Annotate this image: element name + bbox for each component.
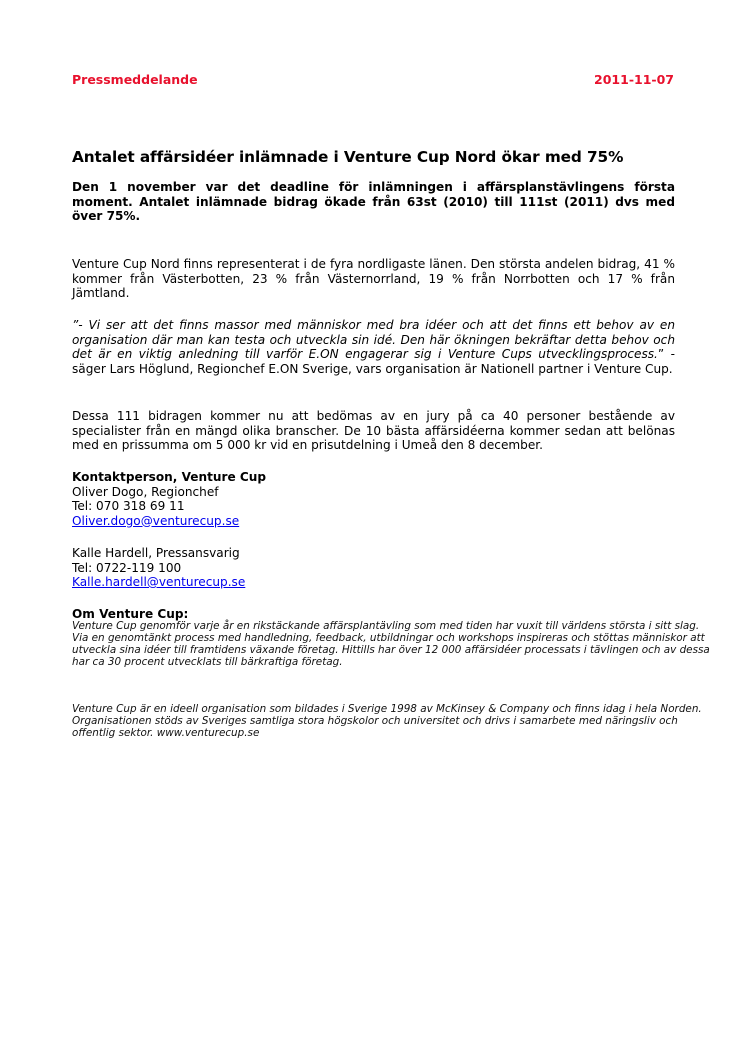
contact-1-name: Oliver Dogo, Regionchef: [72, 484, 219, 499]
body-paragraph-quote: [72, 318, 675, 376]
about-paragraph-2: Venture Cup är en ideell organisation som bildades i Sverige 1998 av McKinsey & Company och finns idag i hela Norden. Organisationen stöds av Sveriges samtliga stora högskolor och universitet och drivs i samarbete med näringsliv och offentlig sektor. www.venturecup.se: [72, 703, 702, 740]
headline: Antalet affärsidéer inlämnade i Venture Cup Nord ökar med 75%: [72, 148, 624, 166]
about-heading: Om Venture Cup:: [72, 607, 189, 621]
quote-attribution: ” - säger Lars Höglund, Regionchef E.ON Sverige, vars organisation är Nationell partner i Venture Cup.: [72, 347, 675, 376]
body-paragraph-regions: Venture Cup Nord finns representerat i de fyra nordligaste länen. Den största andelen bidrag, 41 % kommer från Västerbotten, 23 % från Västernorrland, 19 % från Norrbotten och 17 % från Jämtland.: [72, 257, 675, 300]
document-type-label: Pressmeddelande: [72, 72, 198, 87]
contact-1-phone: Tel: 070 318 69 11: [72, 499, 185, 513]
contact-section-2: [72, 546, 675, 590]
document-date: 2011-11-07: [594, 72, 674, 87]
document-header: [72, 72, 674, 87]
contact-heading: Kontaktperson, Venture Cup: [72, 470, 267, 484]
contact-section: [72, 470, 675, 528]
contact-2-name: Kalle Hardell, Pressansvarig: [72, 546, 240, 560]
contact-2-phone: Tel: 0722-119 100: [72, 560, 182, 575]
lead-paragraph: Den 1 november var det deadline för inlämningen i affärsplanstävlingens första moment. Antalet inlämnade bidrag ökade från 63st (2010) till 111st (2011) dvs med över 75%.: [72, 180, 675, 223]
contact-2-email-link[interactable]: Kalle.hardell@venturecup.se: [72, 575, 246, 589]
body-paragraph-jury: Dessa 111 bidragen kommer nu att bedömas av en jury på ca 40 personer bestående av specialister från en mängd olika branscher. De 10 bästa affärsidéerna kommer sedan att belönas med en prissumma om 5 000 kr vid en prisutdelning i Umeå den 8 december.: [72, 409, 675, 452]
about-paragraph-1: Venture Cup genomför varje år en rikstäckande affärsplantävling som med tiden har vuxit till världens största i sitt slag. Via en genomtänkt process med handledning, feedback, utbildningar och workshops inspireras och stöttas människor att utveckla sina idéer till framtidens växande företag. Hittills har över 12 000 affärsidéer processats i tävlingen och av dessa har ca 30 procent utvecklats till bärkraftiga företag.: [72, 620, 710, 669]
quote-text: ”- Vi ser att det finns massor med människor med bra idéer och att det finns ett behov av en organisation där man kan testa och utveckla sin idé. Den här ökningen bekräftar detta behov och det är en viktig anledning till varför E.ON engagerar sig i Venture Cups utvecklingsprocess.: [72, 318, 675, 361]
contact-1-email-link[interactable]: Oliver.dogo@venturecup.se: [72, 513, 240, 528]
